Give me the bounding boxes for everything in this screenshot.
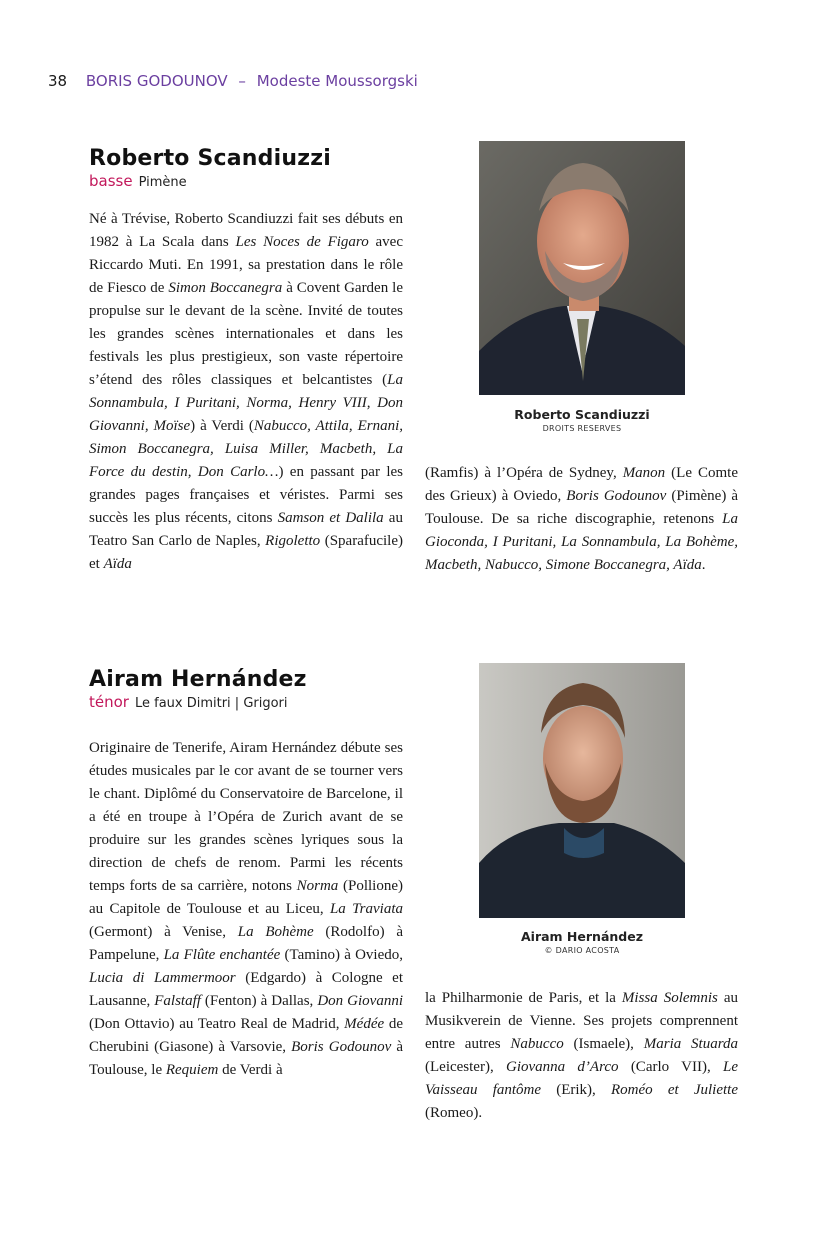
bio-text-run: (Ismaele),	[563, 1036, 644, 1052]
bio-italic-run: La Gioconda, I Puritani, La Sonnambula, La Bohème, Macbeth, Nabucco, Simone Boccanegra, Aïda	[425, 511, 738, 573]
bio-italic-run: Requiem	[165, 1062, 219, 1078]
bio-left-column	[89, 737, 403, 1082]
bio-text-run: à Covent Garden le propulse sur le devant de la scène. Invité de toutes les grandes scènes internationales et dans les festivals les plus prestigieux, son vaste répertoire s’étend des rôles classiques et belcantistes (	[89, 280, 403, 388]
bio-italic-run: Médée	[344, 1016, 385, 1032]
voice-type: ténor	[89, 693, 129, 711]
bio-italic-run: La Traviata	[329, 901, 404, 917]
bio-italic-run: Norma	[296, 878, 339, 894]
bio-text-run: de Cherubini (Giasone) à Varsovie,	[89, 1016, 403, 1055]
photo-credit: DROITS RESERVES	[542, 424, 622, 433]
bio-italic-run: Nabucco	[510, 1036, 564, 1052]
page-number: 38	[48, 72, 68, 90]
bio-italic-run: Lucia di Lammermoor	[89, 970, 236, 986]
bio-text-run: (Pollione) au Capitole de Toulouse et au Liceu,	[89, 878, 403, 917]
bio-text-run: Originaire de Tenerife, Airam Hernández débute ses études musicales par le cor avant de se tourner vers le chant. Diplômé du Conservatoire de Barcelone, il a été en troupe à l’Opéra de Zurich avant de se produire sur les grandes scènes lyriques sous la direction de chefs de renom. Parmi les récents temps forts de sa carrière, notons	[89, 740, 403, 894]
bio-text-run: au Teatro San Carlo de Naples,	[89, 510, 403, 549]
role-name: Pimène	[138, 175, 187, 190]
running-separator: –	[238, 72, 246, 90]
bio-text-run: (Tamino) à Oviedo,	[280, 947, 403, 963]
bio-italic-run: Rigoletto	[265, 533, 321, 549]
photo-caption	[452, 929, 712, 955]
bio-text-run: Né à Trévise, Roberto Scandiuzzi fait ses débuts en 1982 à La Scala dans	[89, 211, 403, 250]
bio-text-run: (Erik),	[541, 1082, 611, 1098]
portrait-photo	[479, 663, 685, 923]
bio-text-run: .	[701, 557, 706, 573]
bio-text-run: (Le Comte des Grieux) à Oviedo,	[425, 465, 738, 504]
bio-italic-run: Simon Boccanegra	[168, 280, 283, 296]
running-title: BORIS GODOUNOV	[85, 72, 228, 90]
bio-text-run: (Pimène) à Toulouse. De sa riche discographie, retenons	[425, 488, 738, 527]
voice-role-line	[89, 172, 331, 190]
bio-italic-run: Don Giovanni	[317, 993, 403, 1009]
bio-italic-run: Les Noces de Figaro	[235, 234, 369, 250]
bio-italic-run: Le Vaisseau fantôme	[425, 1059, 738, 1098]
bio-text-run: à Toulouse, le	[89, 1039, 403, 1078]
bio-italic-run: La Bohème	[237, 924, 314, 940]
artist-heading-scandiuzzi	[89, 146, 331, 190]
bio-text-run: (Don Ottavio) au Teatro Real de Madrid,	[89, 1016, 345, 1032]
bio-text-run: (Germont) à Venise,	[89, 924, 238, 940]
bio-left-column	[89, 208, 403, 576]
bio-text-run: au Musikverein de Vienne. Ses projets comprennent entre autres	[425, 990, 738, 1052]
bio-text-run: avec Riccardo Muti. En 1991, sa prestation dans le rôle de Fiesco de	[89, 234, 404, 296]
caption-name: Airam Hernández	[521, 929, 643, 944]
bio-italic-run: Nabucco, Attila, Ernani, Simon Boccanegra, Luisa Miller, Macbeth, La Force du destin, Don Carlo…	[89, 418, 403, 480]
bio-text-run: (Sparafucile) et	[89, 533, 403, 572]
bio-italic-run: La Flûte enchantée	[163, 947, 281, 963]
voice-type: basse	[89, 172, 133, 190]
photo-caption	[452, 407, 712, 433]
bio-italic-run: Maria Stuarda	[643, 1036, 738, 1052]
artist-name: Roberto Scandiuzzi	[89, 146, 331, 171]
artist-name: Airam Hernández	[89, 667, 307, 692]
bio-text-run: ) à Verdi (	[190, 418, 254, 434]
bio-text-run: (Edgardo) à Cologne et Lausanne,	[89, 970, 403, 1009]
bio-text-run: la Philharmonie de Paris, et la	[425, 990, 622, 1006]
artist-heading-hernandez	[89, 667, 307, 711]
photo-credit: © DARIO ACOSTA	[544, 946, 620, 955]
bio-italic-run: Roméo et Juliette	[610, 1082, 738, 1098]
bio-text-run: (Ramfis) à l’Opéra de Sydney,	[425, 465, 623, 481]
bio-italic-run: Giovanna d’Arco	[505, 1059, 619, 1075]
running-header	[48, 72, 418, 90]
role-name: Le faux Dimitri | Grigori	[134, 696, 288, 711]
portrait-photo	[479, 141, 685, 400]
bio-italic-run: Missa Solemnis	[621, 990, 718, 1006]
bio-text-run: (Leicester),	[425, 1059, 506, 1075]
bio-italic-run: Samson et Dalila	[277, 510, 384, 526]
bio-text-run: (Fenton) à Dallas,	[200, 993, 318, 1009]
voice-role-line	[89, 693, 307, 711]
bio-right-column	[425, 987, 738, 1125]
portrait-image	[479, 663, 685, 918]
bio-italic-run: Boris Godounov	[566, 488, 667, 504]
bio-italic-run: Boris Godounov	[291, 1039, 392, 1055]
caption-name: Roberto Scandiuzzi	[514, 407, 650, 422]
portrait-image	[479, 141, 685, 395]
bio-italic-run: La Sonnambula, I Puritani, Norma, Henry VIII, Don Giovanni, Moïse	[89, 372, 403, 434]
bio-right-column	[425, 462, 738, 577]
bio-text-run: de Verdi à	[218, 1062, 283, 1078]
bio-italic-run: Aïda	[103, 556, 132, 572]
bio-italic-run: Manon	[622, 465, 666, 481]
bio-text-run: ) en passant par les grandes pages françaises et véristes. Parmi ses succès les plus récents, citons	[89, 464, 403, 526]
running-composer: Modeste Moussorgski	[256, 72, 418, 90]
bio-text-run: (Rodolfo) à Pampelune,	[89, 924, 403, 963]
bio-text-run: (Carlo VII),	[618, 1059, 723, 1075]
bio-text-run: (Romeo).	[425, 1105, 483, 1121]
bio-italic-run: Falstaff	[154, 993, 201, 1009]
